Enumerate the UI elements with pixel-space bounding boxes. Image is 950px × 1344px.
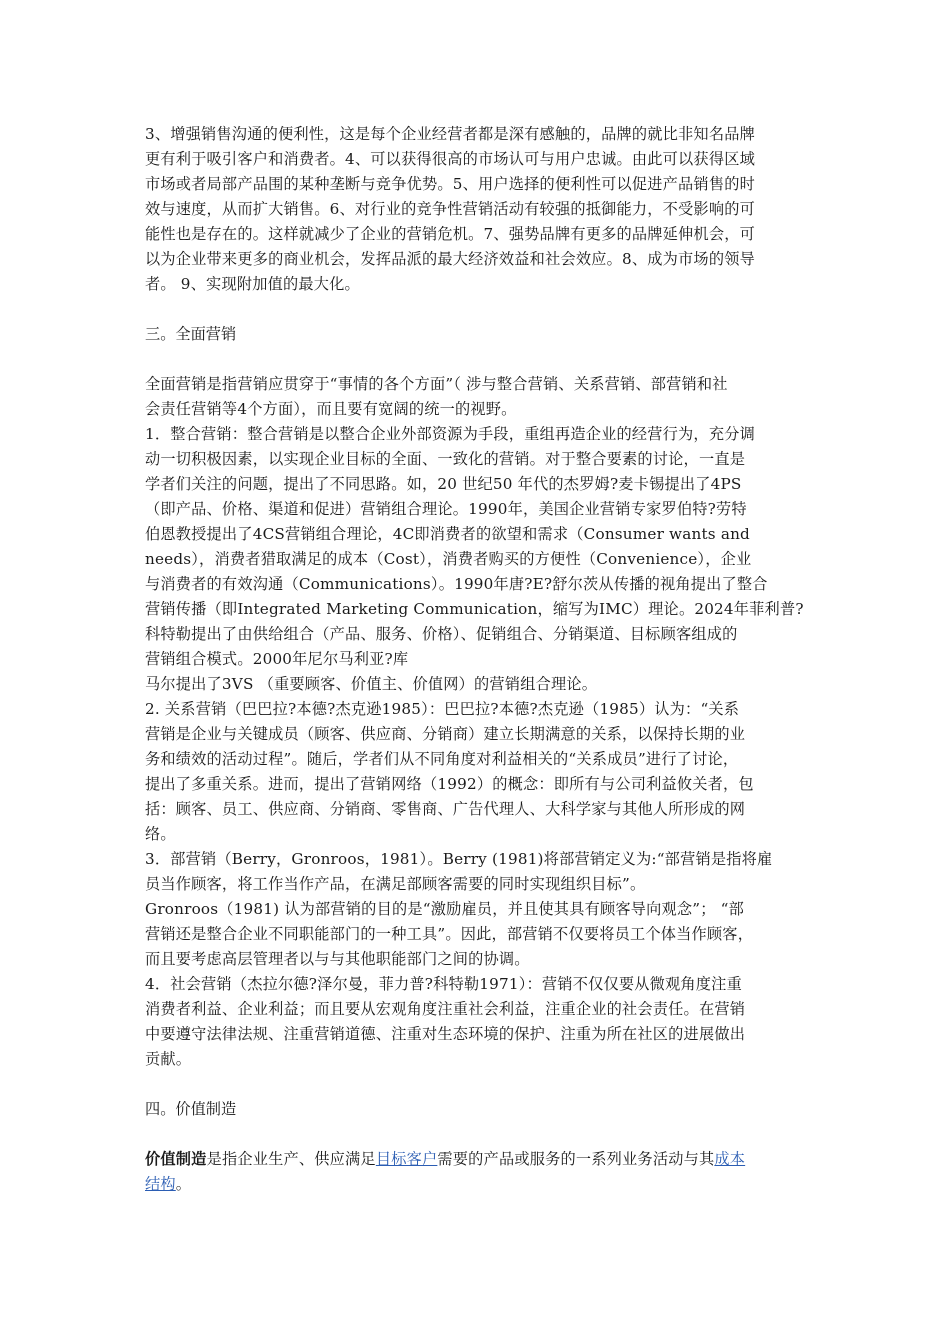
target-customer-link[interactable]: 目标客户 (375, 1150, 438, 1168)
text-line: 科特勒提出了由供给组合（产品、服务、价格）、促销组合、分销渠道、目标顾客组成的 (145, 625, 738, 643)
defined-term: 价值制造 (145, 1150, 207, 1168)
holistic-marketing-body (145, 372, 813, 1072)
text-line: 马尔提出了3VS （重要顾客、价值主、价值网）的营销组合理论。 (145, 675, 598, 693)
value-creation-definition (145, 1147, 813, 1197)
text-line: 与消费者的有效沟通（Communications）。1990年唐?E?舒尔茨从传播的视角提出了整合 (145, 575, 768, 593)
text-line: 以为企业带来更多的商业机会，发挥品派的最大经济效益和社会效应。8、成为市场的领导 (145, 250, 755, 268)
text-line: 3、增强销售沟通的便利性，这是每个企业经营者都是深有感触的，品牌的就比非知名品牌 (145, 125, 755, 143)
cost-structure-link[interactable]: 成本 (714, 1150, 746, 1168)
text-line: 全面营销是指营销应贯穿于“事情的各个方面”（ 涉与整合营销、关系营销、部营销和社 (145, 375, 728, 393)
text-line: needs），消费者猎取满足的成本（Cost），消费者购买的方便性（Convenience），企业 (145, 550, 752, 568)
text-line: （即产品、价格、渠道和促进）营销组合理论。1990年，美国企业营销专家罗伯特?劳特 (145, 500, 747, 518)
section-heading-holistic-marketing: 三。全面营销 (145, 325, 237, 343)
text-line: 1．整合营销：整合营销是以整合企业外部资源为手段，重组再造企业的经营行为，充分调 (145, 425, 755, 443)
text-line: Gronroos（1981) 认为部营销的目的是“激励雇员，并且使其具有顾客导向观念”； “部 (145, 900, 745, 918)
text-line: 务和绩效的活动过程”。随后，学者们从不同角度对利益相关的“关系成员”进行了讨论， (145, 750, 739, 768)
text-line: 括：顾客、员工、供应商、分销商、零售商、广告代理人、大科学家与其他人所形成的网 (145, 800, 746, 818)
text-line: 提出了多重关系。进而，提出了营销网络（1992）的概念：即所有与公司利益攸关者，包 (145, 775, 754, 793)
text-line: 中要遵守法律法规、注重营销道德、注重对生态环境的保护、注重为所在社区的进展做出 (145, 1025, 746, 1043)
text-line: 3．部营销（Berry，Gronroos，1981）。Berry (1981)将部营销定义为:“部营销是指将雇 (145, 850, 773, 868)
section-heading-value-creation: 四。价值制造 (145, 1100, 237, 1118)
brand-benefits-paragraph (145, 122, 813, 297)
document-page (145, 122, 813, 1197)
text-line: 营销还是整合企业不同职能部门的一种工具”。因此，部营销不仅要将员工个体当作顾客， (145, 925, 754, 943)
text-line: 消费者利益、企业利益；而且要从宏观角度注重社会利益，注重企业的社会责任。在营销 (145, 1000, 746, 1018)
text-line: 效与速度，从而扩大销售。6、对行业的竞争性营销活动有较强的抵御能力，不受影响的可 (145, 200, 755, 218)
definition-text: 需要的产品或服务的一系列业务活动与其 (437, 1150, 715, 1168)
definition-end: 。 (175, 1175, 192, 1193)
text-line: 4．社会营销（杰拉尔德?泽尔曼，菲力普?科特勒1971）：营销不仅仅要从微观角度注重 (145, 975, 742, 993)
text-line: 更有利于吸引客户和消费者。4、可以获得很高的市场认可与用户忠诚。由此可以获得区域 (145, 150, 755, 168)
text-line: 2. 关系营销（巴巴拉?本德?杰克逊1985）：巴巴拉?本德?杰克逊（1985）认为：“关系 (145, 700, 740, 718)
text-line: 员当作顾客，将工作当作产品，在满足部顾客需要的同时实现组织目标”。 (145, 875, 646, 893)
definition-text: 是指企业生产、供应满足 (206, 1150, 376, 1168)
text-line: 而且要考虑高层管理者以与与其他职能部门之间的协调。 (145, 950, 530, 968)
text-line: 伯恩教授提出了4CS营销组合理论，4C即消费者的欲望和需求（Consumer wants and (145, 525, 750, 543)
text-line: 贡献。 (145, 1050, 192, 1068)
text-line (145, 1147, 813, 1172)
text-line: 络。 (145, 825, 176, 843)
text-line: 动一切积极因素，以实现企业目标的全面、一致化的营销。对于整合要素的讨论，一直是 (145, 450, 746, 468)
text-line: 营销传播（即Integrated Marketing Communication，缩写为IMC）理论。2024年菲利普? (145, 600, 804, 618)
text-line: 营销组合模式。2000年尼尔马利亚?库 (145, 650, 409, 668)
text-line (145, 1172, 813, 1197)
text-line: 能性也是存在的。这样就减少了企业的营销危机。7、强势品牌有更多的品牌延伸机会，可 (145, 225, 755, 243)
text-line: 会责任营销等4个方面），而且要有宽阔的统一的视野。 (145, 400, 517, 418)
text-line: 营销是企业与关键成员（顾客、供应商、分销商）建立长期满意的关系，以保持长期的业 (145, 725, 746, 743)
text-line: 学者们关注的问题，提出了不同思路。如，20 世纪50 年代的杰罗姆?麦卡锡提出了4PS (145, 475, 742, 493)
cost-structure-link[interactable]: 结构 (145, 1175, 176, 1193)
text-line: 市场或者局部产品围的某种垄断与竞争优势。5、用户选择的便利性可以促进产品销售的时 (145, 175, 755, 193)
text-line: 者。 9、实现附加值的最大化。 (145, 275, 360, 293)
